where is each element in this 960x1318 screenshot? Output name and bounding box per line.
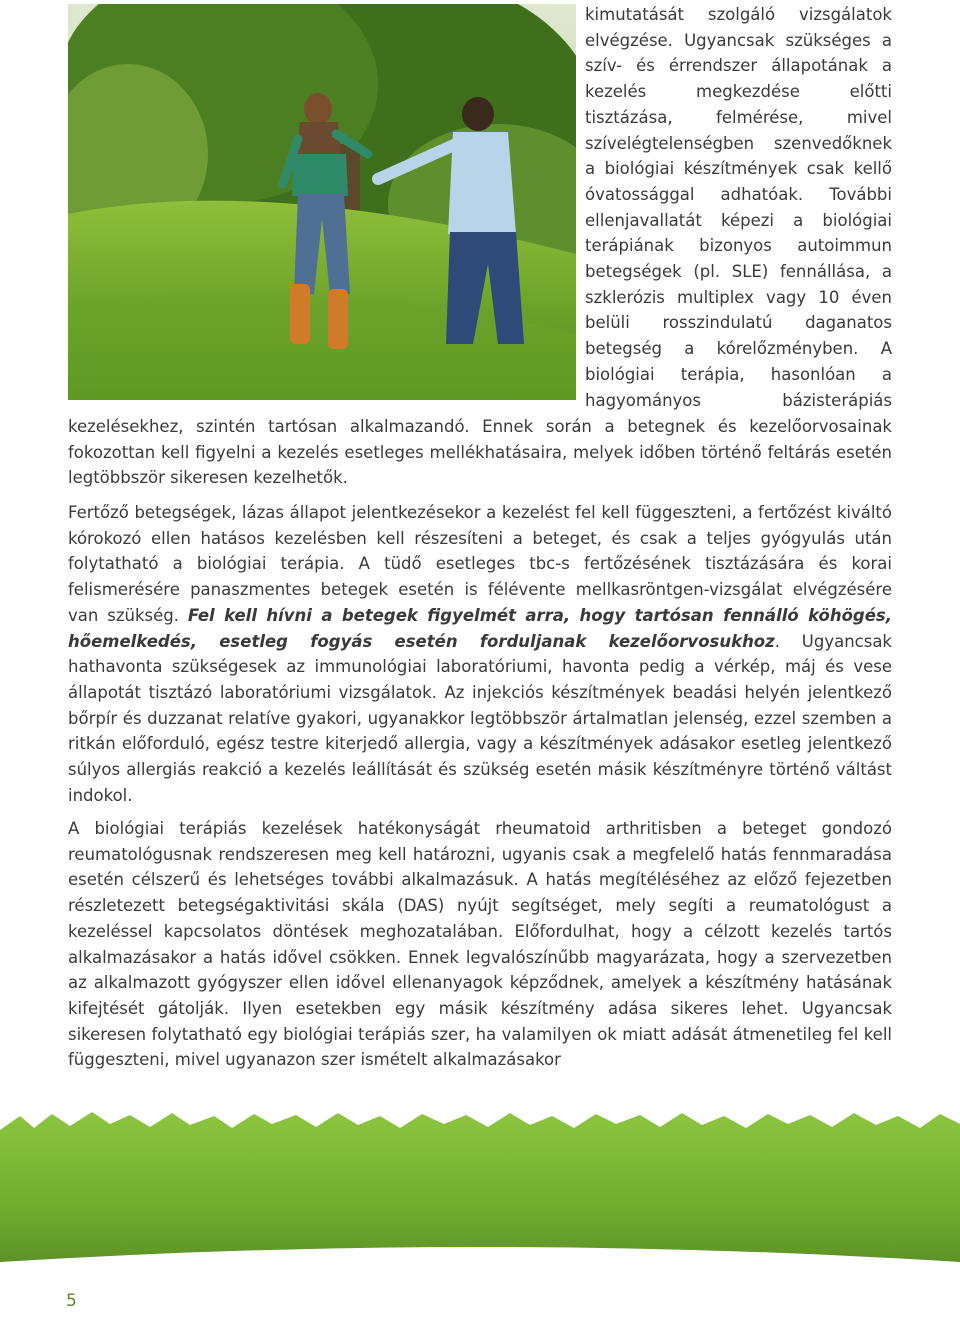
grass-illustration [0,1112,960,1314]
couple-running-on-grass-photo [68,4,576,400]
paragraph-continuation: kezelésekhez, szintén tartósan alkalmazandó. Ennek során a betegnek és kezelőorvosainak fokozottan kell figyelni a kezelés esetleges mellékhatásaira, melyek időben történő feltárás esetén legtöbbször sikeresen kezelhetők. [68,417,892,488]
paragraph-infections [68,500,892,808]
photo-illustration [68,4,576,400]
grass-footer-band [0,1112,960,1314]
paragraph-infections-end: . Ugyancsak hathavonta szükségesek az immunológiai laboratóriumi, havonta pedig a vérkép, máj és vese állapotát tisztázó laboratóriumi vizsgálatok. Az injekciós készítmények beadási helyén jelentkező bőrpír és duzzanat relatíve gyakori, ugyanakkor legtöbbször ártalmatlan jelenség, ezzel szemben a ritkán előforduló, egész testre kiterjedő allergia, vagy a készítmények adásakor esetleg jelentkező súlyos allergiás reakció a kezelés leállítását és szükség esetén másik készítményre történő váltást indokol. [68,631,892,805]
page-number: 5 [66,1291,77,1311]
paragraph-infections-emphasis: Fel kell hívni a betegek figyelmét arra, hogy tartósan fennálló köhögés, hőemelkedés, esetleg fogyás esetén forduljanak kezelőorvosukhoz [68,605,893,651]
paragraph-infections-start: Fertőző betegségek, lázas állapot jelentkezésekor a kezelést fel kell függeszteni, a fertőzést kiváltó kórokozó ellen hatásos kezelésben kell részesíteni a beteget, és csak a teljes gyógyulás után folytatható a biológiai terápia. A tüdő esetleges tbc-s fertőzésének tisztázására és korai felismerésére panaszmentes betegek esetén is félévente mellkasröntgen-vizsgálat elvégzésére van szükség. [68,503,892,625]
sidebar-paragraph: kimutatását szolgáló vizsgálatok elvégzése. Ugyancsak szükséges a szív- és érrendszer állapotának a kezelés megkezdése előtti tisztázása, felmérése, mivel szívelégtelenségben szenvedőknek a biológiai készítmények csak kellő óvatossággal adhatóak. További ellenjavallatát képezi a biológiai terápiának bizonyos autoimmun betegségek (pl. SLE) fennállása, a szklerózis multiplex vagy 10 éven belüli rosszindulatú daganatos betegség a kórelőzményben. A biológiai terápia, hasonlóan a hagyományos bázisterápiás [585,5,892,410]
paragraph-efficacy: A biológiai terápiás kezelések hatékonyságát rheumatoid arthritisben a beteget gondozó reumatológusnak rendszeresen meg kell határozni, ugyanis csak a megfelelő hatás fennmaradása esetén célszerű és lehetséges további alkalmazásuk. A hatás megítéléséhez az előző fejezetben részletezett betegségaktivitási skála (DAS) nyújt segítséget, mely segíti a reumatológust a kezeléssel kapcsolatos döntések meghozatalában. Előfordulhat, hogy a célzott kezelés tartós alkalmazásakor a hatás idővel csökken. Ennek legvalószínűbb magyarázata, hogy a szervezetben az alkalmazott gyógyszer ellen idővel ellenanyagok képződnek, amelyek a készítmény hatásának kifejtését gátolják. Ilyen esetekben egy másik készítmény adása sikeres lehet. Ugyancsak sikeresen folytatható egy biológiai terápiás szer, ha valamilyen ok miatt adását átmenetileg fel kell függeszteni, mivel ugyanazon szer ismételt alkalmazásakor [68,819,892,1070]
